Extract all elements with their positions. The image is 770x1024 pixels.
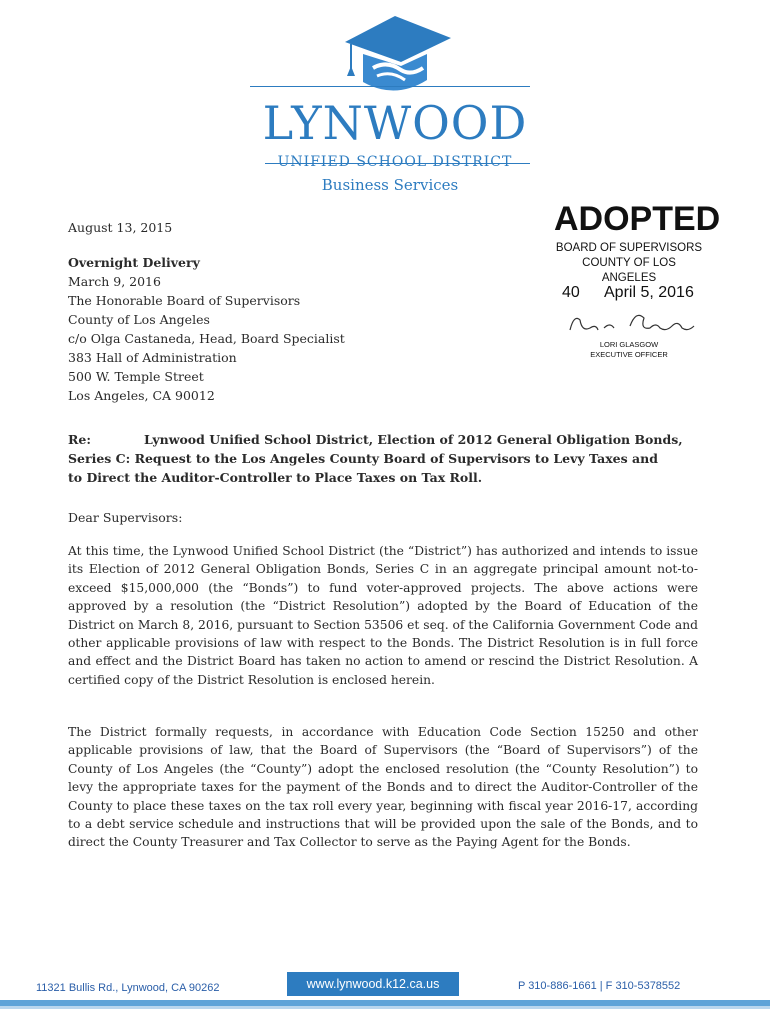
letter-footer [0,972,770,1024]
salutation: Dear Supervisors: [68,510,183,525]
footer-phone-fax: P 310-886-1661 | F 310-5378552 [518,980,681,992]
recipient-line: The Honorable Board of Supervisors [68,293,301,308]
delivery-method: Overnight Delivery [68,255,200,270]
district-logo [255,10,535,170]
subject-line: Lynwood Unified School District, Election of 2012 General Obligation Bonds, [144,432,683,447]
body-paragraph: At this time, the Lynwood Unified School District (the “District”) has authorized and intends to issue its Election of 2012 General Obligation Bonds, Series C in an aggregate principal amount not-to-exceed $15,000,000 (the “Bonds”) to fund voter-approved projects. The above actions were approved by a resolution (the “District Resolution”) adopted by the Board of Education of the District on March 8, 2016, pursuant to Section 53506 et seq. of the California Government Code and other applicable provisions of law with respect to the Bonds. The District Resolution is in full force and effect and the District Board has taken no action to amend or rescind the District Resolution. A certified copy of the District Resolution is enclosed herein. [68,544,698,687]
recipient-line: 500 W. Temple Street [68,369,204,384]
district-wordmark: LYNWOOD [262,96,528,150]
stamp-date: April 5, 2016 [604,284,694,301]
recipient-line: 383 Hall of Administration [68,350,237,365]
subject-line: to Direct the Auditor-Controller to Place Taxes on Tax Roll. [68,470,483,485]
body-paragraph: The District formally requests, in accordance with Education Code Section 15250 and other applicable provisions of law, that the Board of Supervisors (the “Board of Supervisors”) of the County of Los Angeles (the “County”) adopt the enclosed resolution (the “County Resolution”) to levy the appropriate taxes for the payment of the Bonds and to direct the Auditor-Controller of the County to place these taxes on the tax roll every year, beginning with fiscal year 2016-17, according to a debt service schedule and instructions that will be provided upon the sale of the Bonds, and to direct the County Treasurer and Tax Collector to serve as the Paying Agent for the Bonds. [68,725,698,850]
stamp-board: BOARD OF SUPERVISORS [555,242,703,254]
stamp-officer-title: EXECUTIVE OFFICER [590,350,668,359]
footer-band-light [0,1006,770,1009]
footer-website-link[interactable]: www.lynwood.k12.ca.us [287,972,459,996]
recipient-line: Los Angeles, CA 90012 [68,388,215,403]
subject-line: Series C: Request to the Los Angeles County Board of Supervisors to Levy Taxes and [68,451,658,466]
stamp-item-number: 40 [562,284,580,301]
letterhead-divider-bottom [265,163,530,164]
letter-date: August 13, 2015 [68,220,173,235]
district-subtitle: UNIFIED SCHOOL DISTRICT [277,154,513,170]
recipient-line: c/o Olga Castaneda, Head, Board Specialist [68,331,345,346]
recipient-line: County of Los Angeles [68,312,210,327]
letterhead-divider-top [250,86,530,87]
stamp-officer [554,340,704,360]
stamp-county: COUNTY OF LOS ANGELES [582,257,676,284]
stamp-title: ADOPTED [554,200,721,238]
subject-block [68,430,688,487]
stamp-officer-name: LORI GLASGOW [599,340,659,349]
address-block [68,218,345,405]
subject-label: Re: [68,432,91,447]
footer-address: 11321 Bullis Rd., Lynwood, CA 90262 [36,982,220,994]
delivery-date: March 9, 2016 [68,274,161,289]
adopted-stamp [554,200,724,359]
signature-icon [560,308,710,340]
department-name: Business Services [321,176,459,194]
